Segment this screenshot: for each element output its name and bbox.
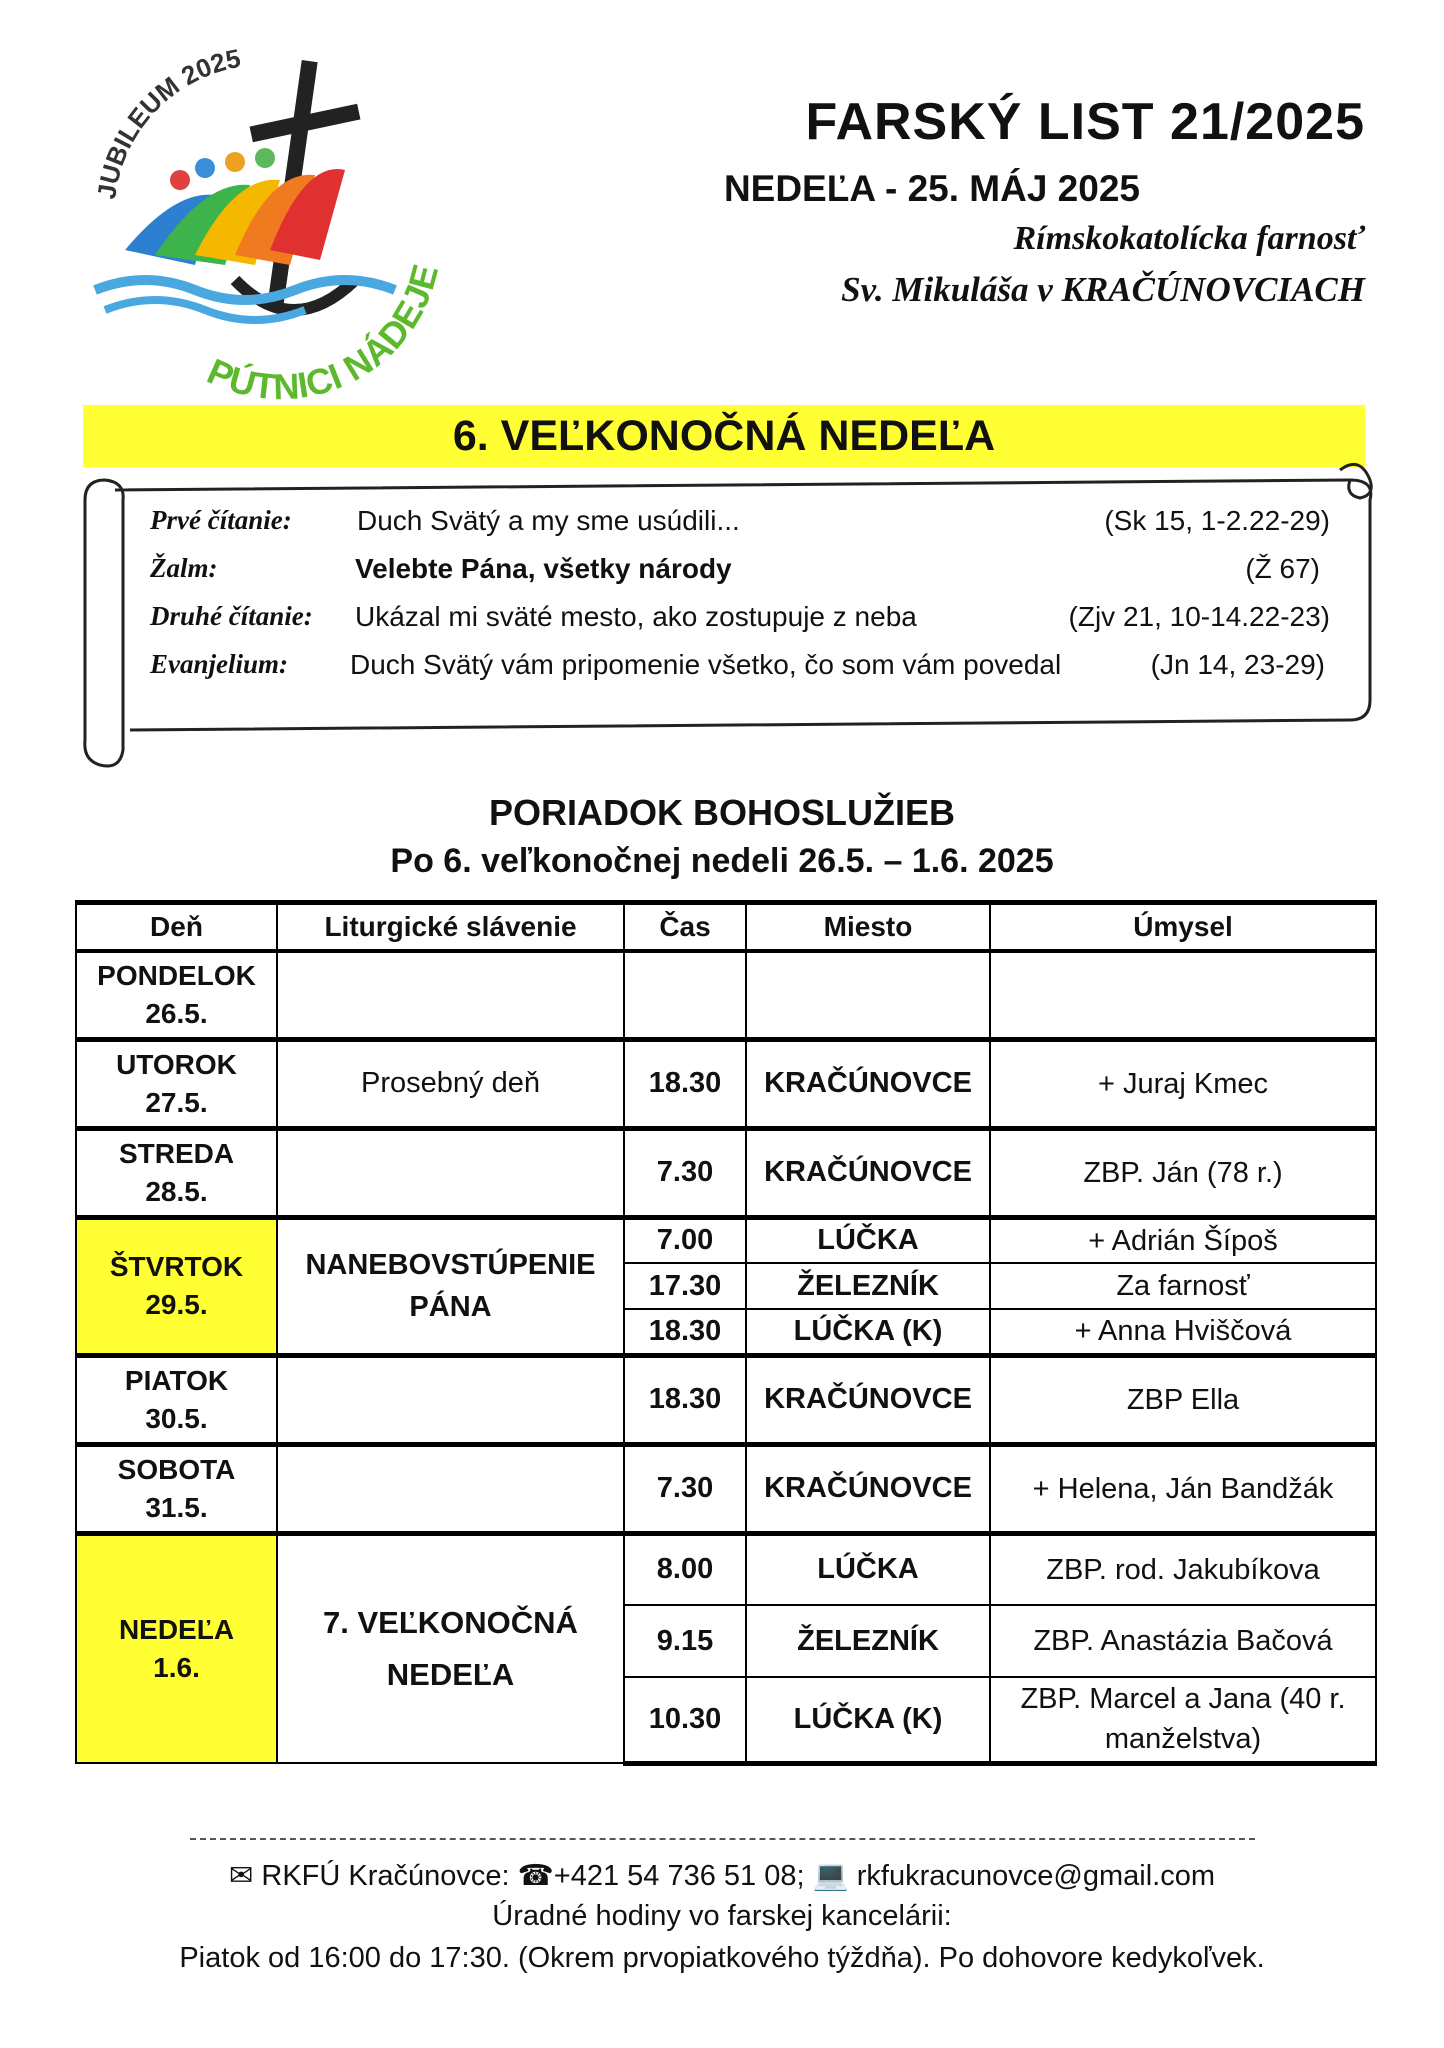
schedule-table: [75, 900, 1377, 1766]
place-cell: LÚČKA (K): [746, 1677, 990, 1763]
liturgy-cell: [277, 1355, 624, 1444]
intention-cell: [990, 951, 1376, 1039]
place-cell: LÚČKA: [746, 1217, 990, 1263]
intention-cell: ZBP. Anastázia Bačová: [990, 1605, 1376, 1677]
day-name: UTOROK: [116, 1048, 237, 1080]
computer-icon: 💻: [812, 1860, 849, 1892]
office-hours-label: Úradné hodiny vo farskej kancelárii:: [492, 1900, 952, 1932]
letter-icon: ✉: [229, 1860, 254, 1892]
reading-label: Druhé čítanie:: [150, 601, 313, 631]
day-name: NEDEĽA: [118, 1613, 235, 1645]
day-cell: [76, 1355, 277, 1444]
time-cell: 7.30: [624, 1444, 746, 1533]
day-cell: [76, 1217, 277, 1355]
day-name: PONDELOK: [97, 959, 256, 991]
reading-ref: (Zjv 21, 10-14.22-23): [1068, 601, 1330, 632]
sunday-title: 6. VEĽKONOČNÁ NEDEĽA: [452, 412, 996, 460]
column-header: Deň: [76, 903, 277, 952]
time-cell: 17.30: [624, 1263, 746, 1309]
place-cell: LÚČKA (K): [746, 1309, 990, 1355]
time-cell: 9.15: [624, 1605, 746, 1677]
page-title: FARSKÝ LIST 21/2025: [805, 93, 1365, 151]
day-name: PIATOK: [124, 1364, 229, 1396]
table-row: [76, 1444, 1376, 1533]
intention-cell: ZBP. Marcel a Jana (40 r. manželstva): [990, 1677, 1376, 1763]
liturgy-cell: [277, 951, 624, 1039]
liturgy-cell: NANEBOVSTÚPENIE PÁNA: [277, 1217, 624, 1355]
place-cell: KRAČÚNOVCE: [746, 1355, 990, 1444]
intention-cell: + Adrián Šípoš: [990, 1217, 1376, 1263]
table-header-row: [76, 903, 1376, 952]
liturgy-cell: Prosebný deň: [277, 1039, 624, 1128]
table-row: [76, 1039, 1376, 1128]
reading-text: Velebte Pána, všetky národy: [355, 553, 732, 584]
day-cell: [76, 1128, 277, 1217]
reading-text: Duch Svätý a my sme usúdili...: [357, 505, 740, 536]
email-link[interactable]: rkfukracunovce@gmail.com: [856, 1860, 1215, 1892]
table-row: [76, 1217, 1376, 1263]
parish-name-line2: Sv. Mikuláša v KRAČÚNOVCIACH: [841, 270, 1365, 309]
reading-row: [150, 553, 1330, 601]
intention-cell: Za farnosť: [990, 1263, 1376, 1309]
office-label: RKFÚ Kračúnovce:: [261, 1860, 510, 1892]
schedule-title: PORIADOK BOHOSLUŽIEB: [488, 792, 955, 833]
time-cell: 18.30: [624, 1355, 746, 1444]
day-date: 27.5.: [145, 1086, 208, 1118]
office-hours: Piatok od 16:00 do 17:30. (Okrem prvopiatkového týždňa). Po dohovore kedykoľvek.: [179, 1942, 1265, 1974]
place-cell: LÚČKA: [746, 1533, 990, 1605]
day-date: 31.5.: [145, 1491, 208, 1523]
reading-ref: (Ž 67): [1245, 553, 1320, 584]
readings-list: [150, 505, 1330, 697]
time-cell: 18.30: [624, 1309, 746, 1355]
place-cell: ŽELEZNÍK: [746, 1605, 990, 1677]
table-row: [76, 1128, 1376, 1217]
schedule-subtitle: Po 6. veľkonočnej nedeli 26.5. – 1.6. 2025: [390, 842, 1054, 880]
table-row: [76, 1355, 1376, 1444]
schedule-table-wrapper: [75, 900, 1375, 1766]
day-name: ŠTVRTOK: [109, 1251, 244, 1282]
intention-cell: ZBP. rod. Jakubíkova: [990, 1533, 1376, 1605]
day-date: 28.5.: [145, 1175, 208, 1207]
day-cell: [76, 1039, 277, 1128]
time-cell: [624, 951, 746, 1039]
liturgy-cell: [277, 1444, 624, 1533]
day-date: 1.6.: [153, 1651, 200, 1683]
reading-ref: (Jn 14, 23-29): [1150, 649, 1325, 680]
table-row: [76, 951, 1376, 1039]
reading-label: Evanjelium:: [150, 649, 289, 679]
issue-date: NEDEĽA - 25. MÁJ 2025: [723, 168, 1140, 209]
intention-cell: ZBP Ella: [990, 1355, 1376, 1444]
column-header: Čas: [624, 903, 746, 952]
day-name: STREDA: [118, 1137, 235, 1169]
jubilee-logo: [85, 40, 455, 400]
table-row: [76, 1533, 1376, 1605]
place-cell: ŽELEZNÍK: [746, 1263, 990, 1309]
logo-top-text: JUBILEUM 2025: [91, 42, 243, 201]
intention-cell: ZBP. Ján (78 r.): [990, 1128, 1376, 1217]
logo-bottom-text: PÚTNICI NÁDEJE: [201, 260, 447, 400]
time-cell: 10.30: [624, 1677, 746, 1763]
footer-divider: [190, 1838, 1255, 1840]
day-date: 26.5.: [145, 997, 208, 1029]
phone-icon: ☎: [517, 1860, 554, 1892]
svg-text:JUBILEUM 2025: [91, 43, 243, 201]
column-header: Miesto: [746, 903, 990, 952]
day-cell: [76, 951, 277, 1039]
place-cell: KRAČÚNOVCE: [746, 1128, 990, 1217]
intention-cell: + Helena, Ján Bandžák: [990, 1444, 1376, 1533]
reading-label: Prvé čítanie:: [150, 505, 292, 535]
phone-number: +421 54 736 51 08;: [553, 1860, 805, 1892]
reading-row: [150, 505, 1330, 553]
day-cell: [76, 1444, 277, 1533]
parish-name-line1: Rímskokatolícka farnosť: [1013, 220, 1365, 257]
time-cell: 7.30: [624, 1128, 746, 1217]
intention-cell: + Juraj Kmec: [990, 1039, 1376, 1128]
place-cell: KRAČÚNOVCE: [746, 1039, 990, 1128]
column-header: Úmysel: [990, 903, 1376, 952]
day-cell: [76, 1533, 277, 1763]
intention-cell: + Anna Hviščová: [990, 1309, 1376, 1355]
place-cell: KRAČÚNOVCE: [746, 1444, 990, 1533]
time-cell: 18.30: [624, 1039, 746, 1128]
column-header: Liturgické slávenie: [277, 903, 624, 952]
reading-text: Ukázal mi sväté mesto, ako zostupuje z neba: [355, 601, 917, 632]
liturgy-cell: [277, 1128, 624, 1217]
day-date: 30.5.: [145, 1402, 208, 1434]
footer-contact: [0, 1858, 1444, 1893]
liturgy-cell: 7. VEĽKONOČNÁ NEDEĽA: [277, 1533, 624, 1763]
place-cell: [746, 951, 990, 1039]
reading-row: [150, 649, 1330, 697]
time-cell: 8.00: [624, 1533, 746, 1605]
time-cell: 7.00: [624, 1217, 746, 1263]
reading-row: [150, 601, 1330, 649]
reading-ref: (Sk 15, 1-2.22-29): [1104, 505, 1330, 536]
day-date: 29.5.: [145, 1289, 208, 1320]
reading-label: Žalm:: [150, 553, 218, 583]
reading-text: Duch Svätý vám pripomenie všetko, čo som vám povedal: [350, 649, 1062, 680]
day-name: SOBOTA: [117, 1453, 236, 1485]
